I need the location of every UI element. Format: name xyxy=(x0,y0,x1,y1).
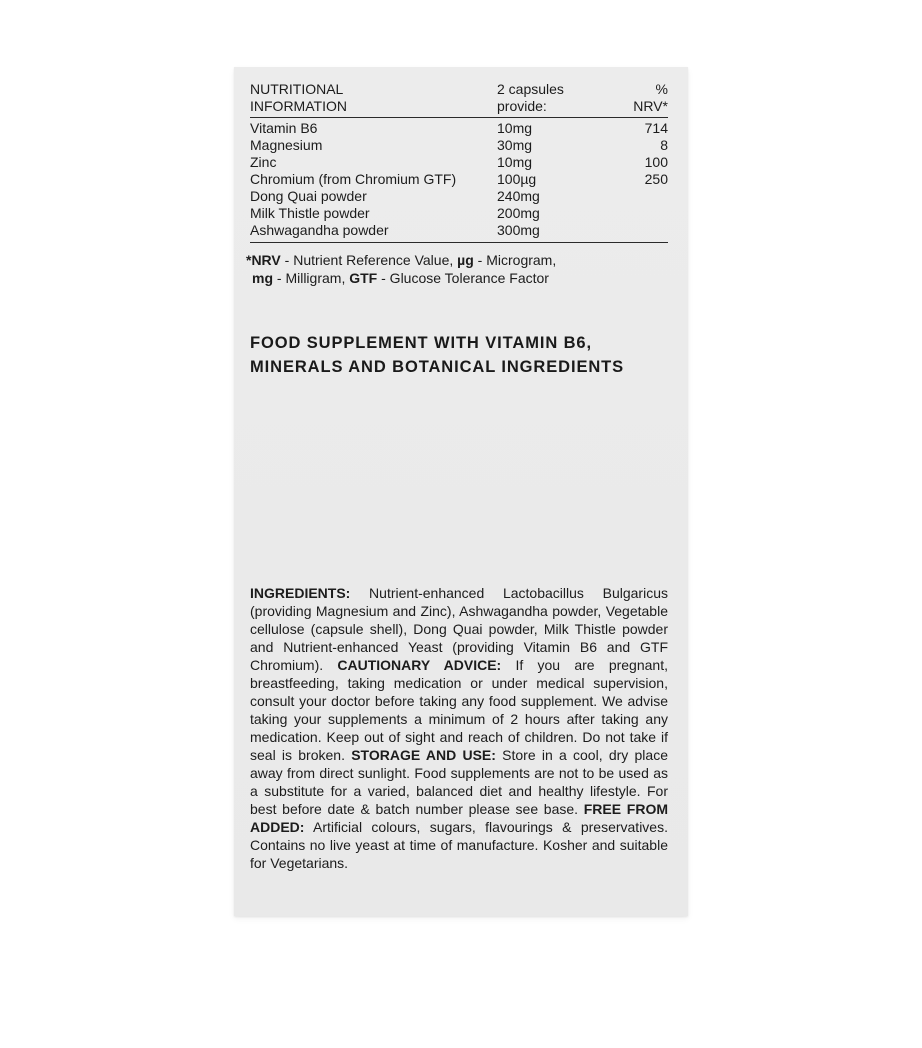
header-nrv: % NRV* xyxy=(633,81,668,114)
nutrient-nrv xyxy=(617,205,668,222)
nutrition-table-header xyxy=(250,81,668,118)
nutrient-name: Dong Quai powder xyxy=(250,188,367,204)
table-row xyxy=(250,205,668,222)
cautionary-advice-text: If you are pregnant, breastfeeding, taking medication or under medical supervision, consult your doctor before taking any food supplement. We advise taking your supplements a minimum of 2 hours after taking any medication. Keep out of sight and reach of children. Do not take if seal is broken. xyxy=(250,657,668,763)
storage-text: Store in a cool, dry place away from direct sunlight. Food supplements are not to be used as a substitute for a varied, balanced diet and healthy lifestyle. For best before date & batch number please see base. xyxy=(250,747,668,817)
nutrient-nrv: 714 xyxy=(644,120,668,136)
ingredients-text: Nutrient-enhanced Lactobacillus Bulgaricus (providing Magnesium and Zinc), Ashwagandha powder, Vegetable cellulose (capsule shell), Dong Quai powder, Milk Thistle powder and Nutrient-enhanced Yeast (providing Vitamin B6 and GTF Chromium). xyxy=(250,585,668,673)
nutrient-name: Magnesium xyxy=(250,137,323,153)
table-row xyxy=(250,137,668,154)
nutrient-amount: 10mg xyxy=(497,154,533,170)
nutrient-nrv: 8 xyxy=(660,137,668,153)
product-box-side-panel xyxy=(234,67,688,916)
header-capsules-provide: 2 capsules provide: xyxy=(497,81,564,114)
cautionary-advice-label: CAUTIONARY ADVICE: xyxy=(337,657,502,673)
nutrition-table xyxy=(250,81,668,243)
nutrition-table-body xyxy=(250,118,668,243)
table-row xyxy=(250,120,668,137)
nutrient-amount: 10mg xyxy=(497,120,533,136)
nutrient-amount: 100µg xyxy=(497,171,537,187)
footnote-line-1: *NRV - Nutrient Reference Value, µg - Microgram, xyxy=(246,252,557,268)
free-from-label: FREE FROM ADDED: xyxy=(250,801,668,835)
nrv-footnote xyxy=(246,251,666,287)
ingredients-label: INGREDIENTS: xyxy=(250,585,351,601)
nutrient-nrv xyxy=(617,222,668,239)
nutrient-nrv: 250 xyxy=(644,171,668,187)
storage-label: STORAGE AND USE: xyxy=(351,747,496,763)
ingredients-paragraph xyxy=(250,584,668,872)
header-nutritional-information: NUTRITIONAL INFORMATION xyxy=(250,81,347,114)
nutrient-name: Milk Thistle powder xyxy=(250,205,370,221)
nutrient-name: Ashwagandha powder xyxy=(250,222,389,238)
nutrient-name: Zinc xyxy=(250,154,277,170)
nutrient-amount: 30mg xyxy=(497,137,533,153)
nutrient-amount: 300mg xyxy=(497,222,540,238)
table-row xyxy=(250,188,668,205)
table-row xyxy=(250,222,668,239)
nutrient-amount: 200mg xyxy=(497,205,540,221)
footnote-line-2: mg - Milligram, GTF - Glucose Tolerance Factor xyxy=(252,270,549,286)
free-from-text: Artificial colours, sugars, flavourings & preservatives. Contains no live yeast at time of manufacture. Kosher and suitable for Vegetarians. xyxy=(250,819,668,871)
product-heading: FOOD SUPPLEMENT WITH VITAMIN B6, MINERALS AND BOTANICAL INGREDIENTS xyxy=(250,334,625,376)
nutrient-nrv xyxy=(617,188,668,205)
table-row xyxy=(250,154,668,171)
nutrient-nrv: 100 xyxy=(644,154,668,170)
nutrient-name: Vitamin B6 xyxy=(250,120,318,136)
table-row xyxy=(250,171,668,188)
nutrient-name: Chromium (from Chromium GTF) xyxy=(250,171,457,187)
nutrient-amount: 240mg xyxy=(497,188,540,204)
